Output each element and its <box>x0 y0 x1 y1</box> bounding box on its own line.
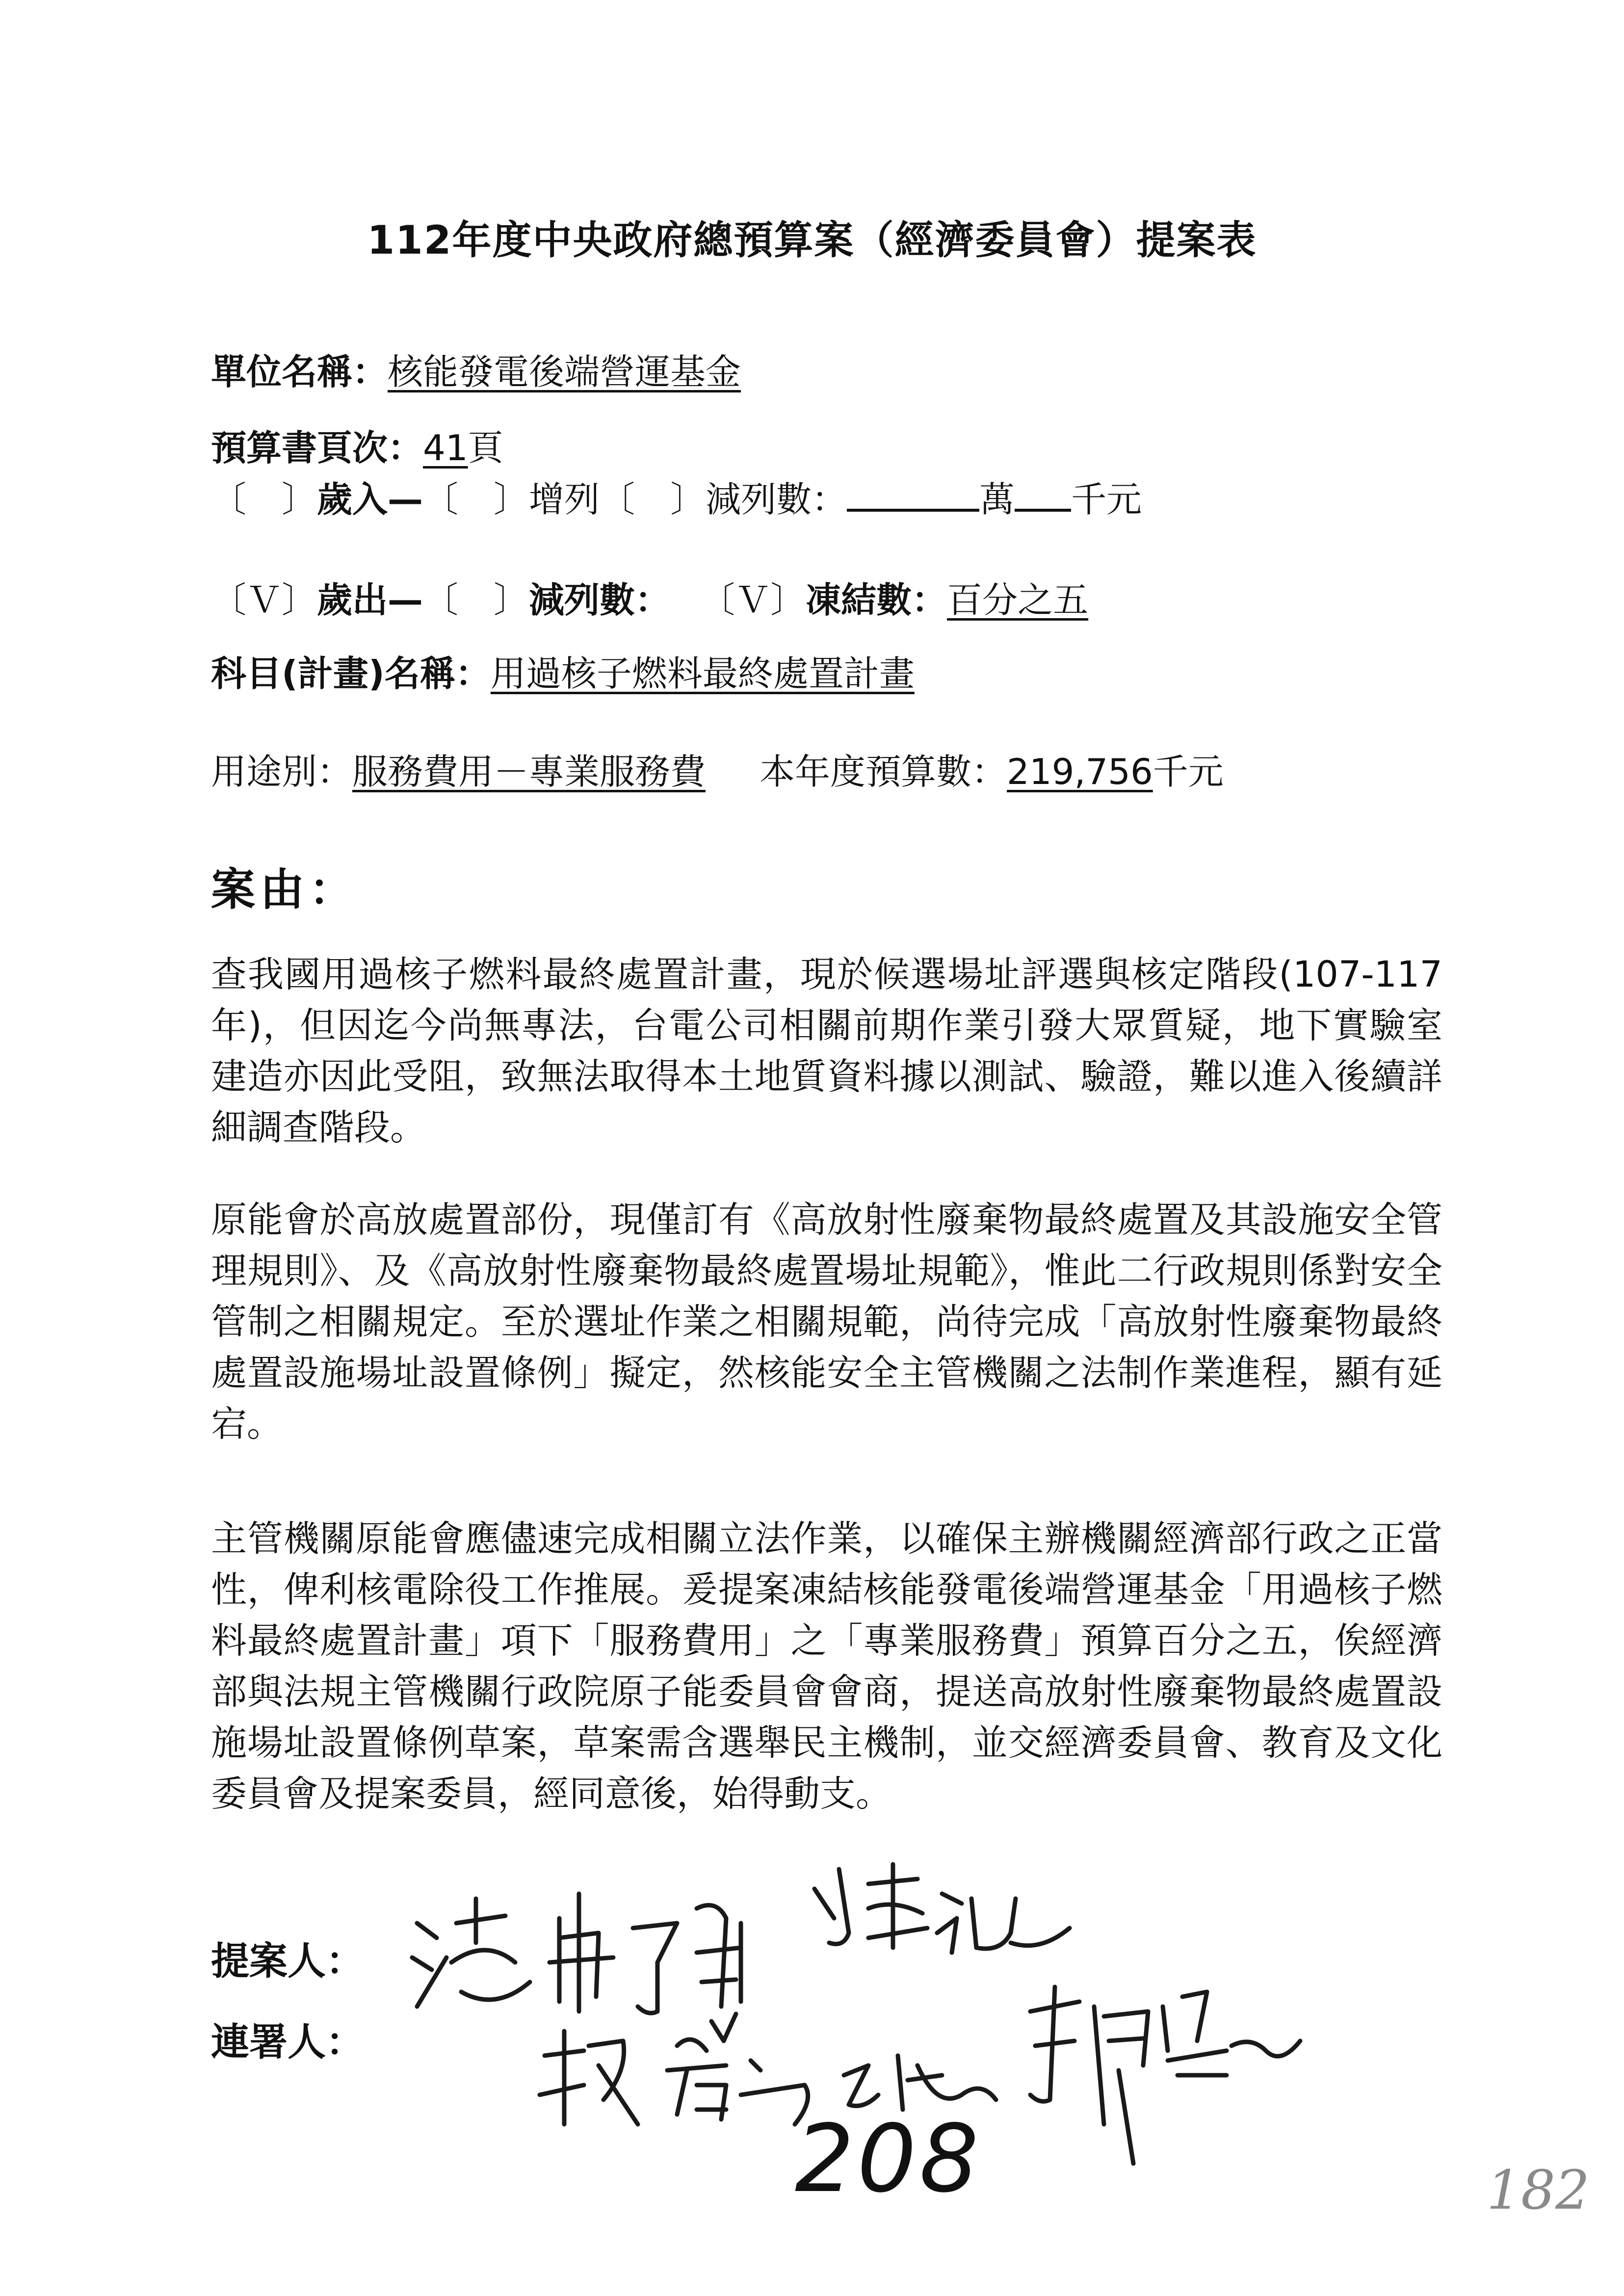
freeze-label: 凍結數： <box>806 579 947 621</box>
reason-paragraph: 主管機關原能會應儘速完成相關立法作業，以確保主辦機關經濟部行政之正當性，俾利核電除役工作推展。爰提案凍結核能發電後端營運基金「用過核子燃料最終處置計畫」項下「服務費用」之「專業服務費」預算百分之五，俟經濟部與法規主管機關行政院原子能委員會會商，提送高放射性廢棄物最終處置設施場址設置條例草案，草案需含選舉民主機制，並交經濟委員會、教育及文化委員會及提案委員，經同意後，始得動支。 <box>211 1518 1442 1815</box>
unit-row <box>211 351 741 393</box>
revenue-increase-label: 增列 <box>529 479 600 520</box>
usage-value: 服務費用－專業服務費 <box>352 751 706 792</box>
budget-amount-label: 本年度預算數： <box>760 751 1007 792</box>
budget-page-row <box>211 427 503 469</box>
page-note: 182 <box>1487 2159 1590 2221</box>
budget-page-label: 預算書頁次： <box>211 427 423 469</box>
freeze-checkbox: 〔Ｖ〕 <box>700 579 806 621</box>
budget-page-suffix: 頁 <box>468 427 503 469</box>
revenue-label: 歲入— <box>317 479 423 520</box>
expenditure-checkbox: 〔Ｖ〕 <box>211 579 317 621</box>
usage-row <box>211 751 1224 793</box>
expenditure-row <box>211 579 1088 621</box>
unit-value: 核能發電後端營運基金 <box>388 351 741 392</box>
wan-label: 萬 <box>979 479 1015 520</box>
budget-amount-value: 219,756 <box>1007 751 1153 792</box>
reduce-label: 減列數： <box>529 579 671 621</box>
expenditure-label: 歲出— <box>317 579 423 621</box>
subject-row <box>211 652 915 695</box>
proposer-signature-2-image <box>805 1854 1079 1982</box>
page-title: 112年度中央政府總預算案（經濟委員會）提案表 <box>367 217 1257 263</box>
freeze-value: 百分之五 <box>947 579 1089 621</box>
revenue-increase-checkbox: 〔 〕 <box>423 479 529 520</box>
revenue-row <box>211 478 1142 521</box>
handwritten-number: 208 <box>795 2105 982 2213</box>
proposer-label: 提案人： <box>211 1939 365 1983</box>
cosigner-label: 連署人： <box>211 2020 365 2064</box>
reason-paragraph: 原能會於高放處置部份，現僅訂有《高放射性廢棄物最終處置及其設施安全管理規則》、及《高放射性廢棄物最終處置場址規範》，惟此二行政規則係對安全管制之相關規定。至於選址作業之相關規範，尚待完成「高放射性廢棄物最終處置設施場址設置條例」擬定，然核能安全主管機關之法制作業進程，顯有延宕。 <box>211 1199 1442 1445</box>
revenue-decrease-label: 減列數： <box>706 479 847 520</box>
usage-label: 用途別： <box>211 751 353 792</box>
revenue-decrease-checkbox: 〔 〕 <box>600 479 706 520</box>
reason-heading: 案由： <box>211 864 358 915</box>
reason-paragraph: 查我國用過核子燃料最終處置計畫，現於候選場址評選與核定階段(107-117年)，但因迄今尚無專法，台電公司相關前期作業引發大眾質疑，地下實驗室建造亦因此受阻，致無法取得本土地質資料據以測試、驗證，難以進入後續詳細調查階段。 <box>211 954 1442 1148</box>
reduce-checkbox: 〔 〕 <box>423 579 529 621</box>
cosigner-signature-3-image <box>1021 1977 1305 2183</box>
unit-label: 單位名稱： <box>211 351 388 392</box>
subject-value: 用過核子燃料最終處置計畫 <box>490 653 915 694</box>
revenue-checkbox: 〔 〕 <box>211 479 317 520</box>
budget-page-value: 41 <box>423 427 468 469</box>
qian-blank-line <box>1015 480 1071 512</box>
qian-label: 千元 <box>1071 479 1142 520</box>
wan-blank-line <box>847 480 979 512</box>
budget-amount-unit: 千元 <box>1153 751 1224 792</box>
subject-label: 科目(計畫)名稱： <box>211 653 491 694</box>
